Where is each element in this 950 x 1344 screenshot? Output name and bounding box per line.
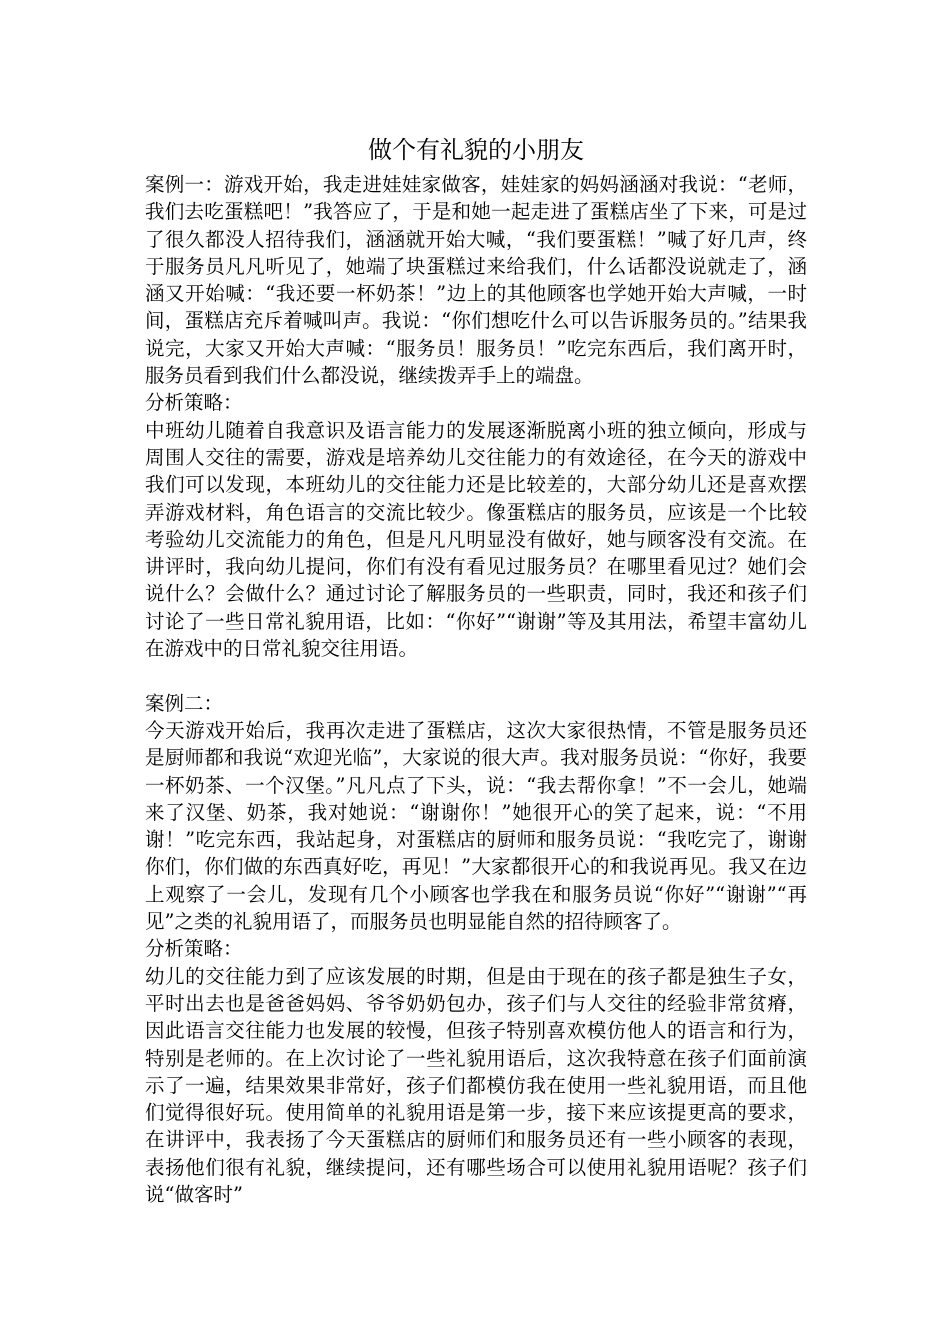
case2-analysis-label: 分析策略： [145, 937, 243, 961]
case1-analysis: 中班幼儿随着自我意识及语言能力的发展逐渐脱离小班的独立倾向，形成与周围人交往的需要，游戏是培养幼儿交往能力的有效途径，在今天的游戏中我们可以发现，本班幼儿的交往能力还是比较差的，大部分幼儿还是喜欢摆弄游戏材料，角色语言的交流比较少。像蛋糕店的服务员，应该是一个比较考验幼儿交流能力的角色，但是凡凡明显没有做好，她与顾客没有交流。在讲评时，我向幼儿提问，你们有没有看见过服务员？在哪里看见过？她们会说什么？会做什么？通过讨论了解服务员的一些职责，同时，我还和孩子们讨论了一些日常礼貌用语，比如：“你好”“谢谢”等及其用法，希望丰富幼儿在游戏中的日常礼貌交往用语。 [145, 418, 807, 661]
document-page [145, 132, 807, 1208]
document-title: 做个有礼貌的小朋友 [368, 136, 584, 164]
case2-analysis: 幼儿的交往能力到了应该发展的时期，但是由于现在的孩子都是独生子女，平时出去也是爸爸妈妈、爷爷奶奶包办，孩子们与人交往的经验非常贫瘠，因此语言交往能力也发展的较慢，但孩子特别喜欢模仿他人的语言和行为，特别是老师的。在上次讨论了一些礼貌用语后，这次我特意在孩子们面前演示了一遍，结果效果非常好，孩子们都模仿我在使用一些礼貌用语，而且他们觉得很好玩。使用简单的礼貌用语是第一步，接下来应该提更高的要求，在讲评中，我表扬了今天蛋糕店的厨师们和服务员还有一些小顾客的表现，表扬他们很有礼貌，继续提问，还有哪些场合可以使用礼貌用语呢？孩子们说“做客时” [145, 964, 807, 1206]
section-spacer [145, 662, 807, 689]
case2-narrative: 今天游戏开始后，我再次走进了蛋糕店，这次大家很热情，不管是服务员还是厨师都和我说“欢迎光临”，大家说的很大声。我对服务员说：“你好，我要一杯奶茶、一个汉堡。”凡凡点了下头，说：“我去帮你拿！”不一会儿，她端来了汉堡、奶茶，我对她说：“谢谢你！”她很开心的笑了起来，说：“不用谢！”吃完东西，我站起身，对蛋糕店的厨师和服务员说：“我吃完了，谢谢你们，你们做的东西真好吃，再见！”大家都很开心的和我说再见。我又在边上观察了一会儿，发现有几个小顾客也学我在和服务员说“你好”“谢谢”“再见”之类的礼貌用语了，而服务员也明显能自然的招待顾客了。 [145, 718, 807, 934]
case1-analysis-label: 分析策略： [145, 391, 243, 415]
case2-heading: 案例二： [145, 691, 224, 715]
case1-narrative: 案例一：游戏开始，我走进娃娃家做客，娃娃家的妈妈涵涵对我说：“老师，我们去吃蛋糕吧！”我答应了，于是和她一起走进了蛋糕店坐了下来，可是过了很久都没人招待我们，涵涵就开始大喊，“我们要蛋糕！”喊了好几声，终于服务员凡凡听见了，她端了块蛋糕过来给我们，什么话都没说就走了，涵涵又开始喊：“我还要一杯奶茶！”边上的其他顾客也学她开始大声喊，一时间，蛋糕店充斥着喊叫声。我说：“你们想吃什么可以告诉服务员的。”结果我说完，大家又开始大声喊：“服务员！服务员！”吃完东西后，我们离开时，服务员看到我们什么都没说，继续拨弄手上的端盘。 [145, 173, 807, 388]
